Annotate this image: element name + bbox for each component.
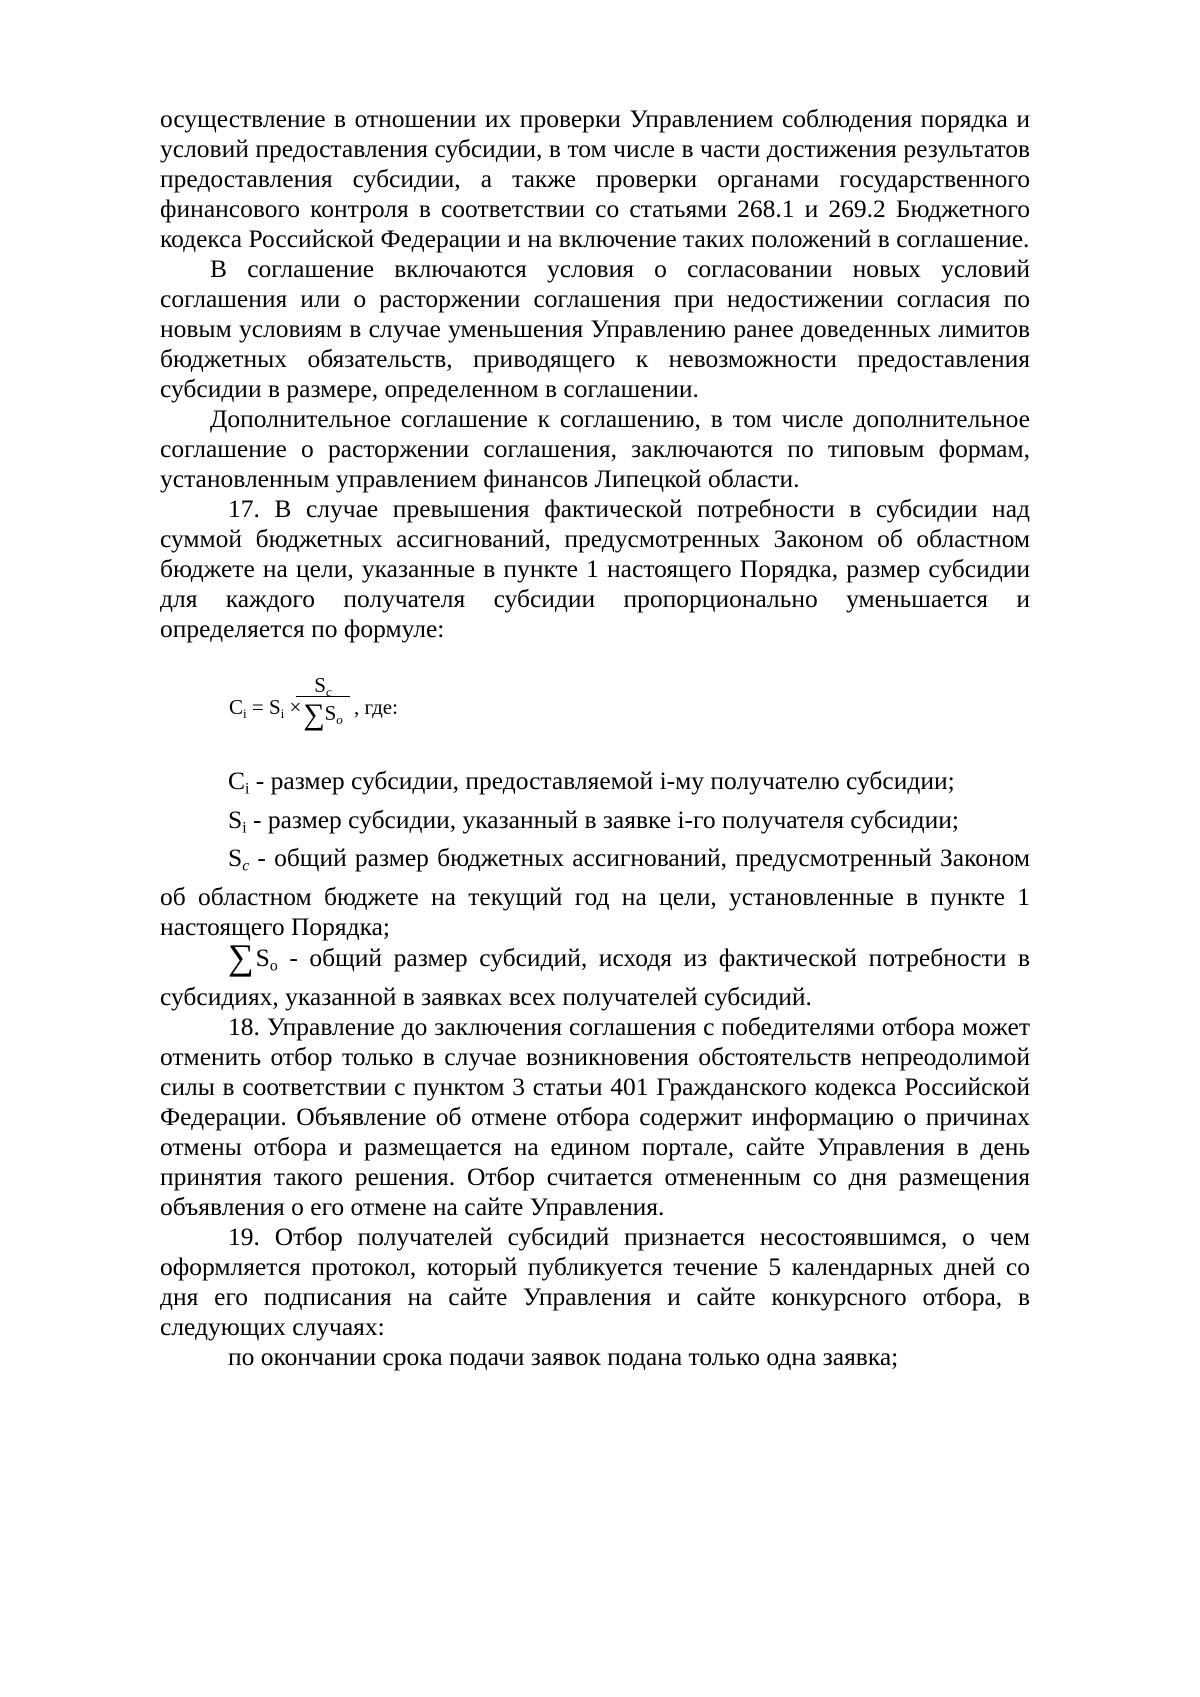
paragraph-access-conditions: осуществление в отношении их проверки Управлением соблюдения порядка и условий предоставления субсидии, в том числе в части достижения результатов предоставления субсидии, а также проверки органами государственного финансового контроля в соответствии со статьями 268.1 и 269.2 Бюджетного кодекса Российской Федерации и на включение таких положений в соглашение. xyxy=(160,104,1030,253)
formula-lhs: $C_i = S_i$ × xyxy=(229,695,302,721)
formula-fraction xyxy=(296,670,350,735)
paragraph-new-conditions: В соглашение включаются условия о согласовании новых условий соглашения или о расторжении соглашения при недостижении согласия по новым условиям в случае уменьшения Управлению ранее доведенных лимитов бюджетных обязательств, приводящего к невозможности предоставления субсидии в размере, определенном в соглашении. xyxy=(160,254,1030,403)
formula-numerator: $S_c$ xyxy=(314,673,332,699)
definition-si: $S_i$ - размер субсидии, указанный в заявке i-го получателя субсидии; xyxy=(228,804,959,837)
definition-ci: $C_i$ - размер субсидии, предоставляемой i-му получателю субсидии; xyxy=(228,766,955,798)
definition-sc: $S_c$ - общий размер бюджетных ассигнований, предусмотренный Законом об областном бюджете на текущий год на цели, установленные в пункте 1 настоящего Порядка; xyxy=(160,843,1030,942)
definition-sum-so: $\sum S_o$ - общий размер субсидий, исходя из фактической потребности в субсидиях, указанной в заявках всех получателей субсидий. xyxy=(160,937,1030,1011)
paragraph-19: 19. Отбор получателей субсидий признается несостоявшимся, о чем оформляется протокол, который публикуется течение 5 календарных дней со дня его подписания на сайте Управления и сайте конкурсного отбора, в следующих случаях: xyxy=(160,1221,1030,1341)
formula-denominator: $\sum S_o$ xyxy=(303,698,343,731)
formula-tail: , где: xyxy=(354,695,398,719)
paragraph-18: 18. Управление до заключения соглашения с победителями отбора может отменить отбор только в случае возникновения обстоятельств непреодолимой силы в соответствии с пунктом 3 статьи 401 Гражданского кодекса Российской Федерации. Объявление об отмене отбора содержит информацию о причинах отмены отбора и размещается на едином портале, сайте Управления в день принятия такого решения. Отбор считается отмененным со дня размещения объявления о его отмене на сайте Управления. xyxy=(160,1011,1030,1221)
paragraph-19-case-1: по окончании срока подачи заявок подана только одна заявка; xyxy=(228,1341,899,1371)
subsidy-formula xyxy=(160,648,1030,766)
paragraph-additional-agreement: Дополнительное соглашение к соглашению, в том числе дополнительное соглашение о расторжении соглашения, заключаются по типовым формам, установленным управлением финансов Липецкой области. xyxy=(160,404,1030,493)
document-page xyxy=(160,104,1030,1372)
paragraph-17: 17. В случае превышения фактической потребности в субсидии над суммой бюджетных ассигнований, предусмотренных Законом об областном бюджете на цели, указанные в пункте 1 настоящего Порядка, размер субсидии для каждого получателя субсидии пропорционально уменьшается и определяется по формуле: xyxy=(160,494,1030,643)
